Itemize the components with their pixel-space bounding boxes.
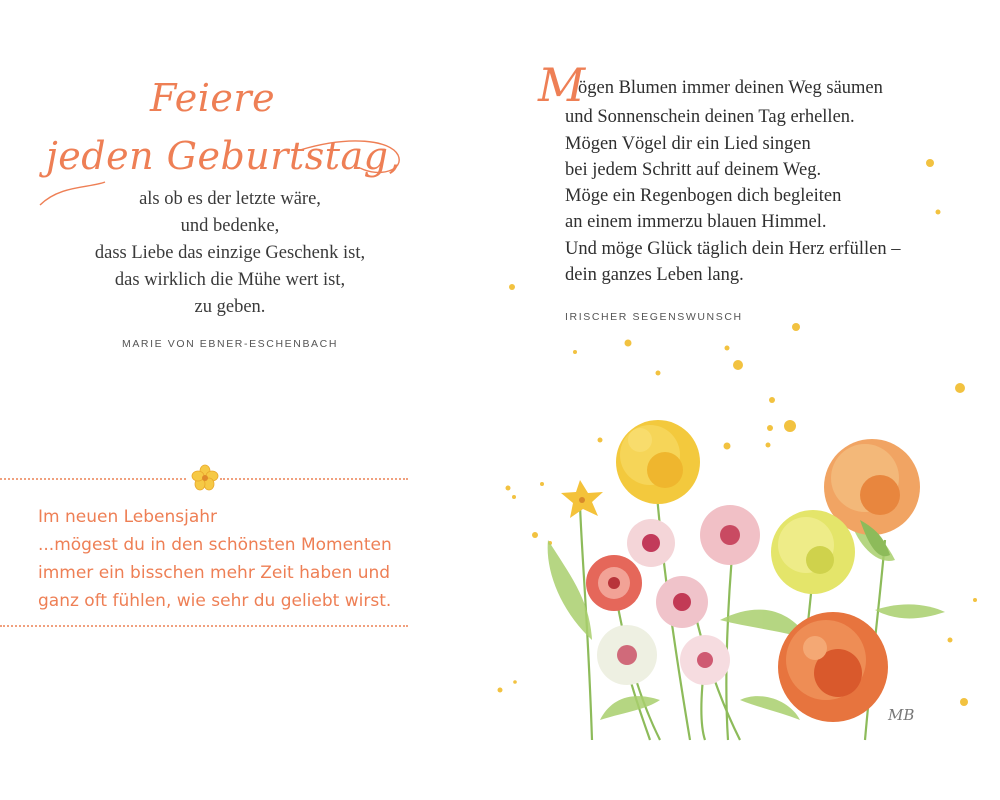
white-carnation-icon (597, 625, 657, 685)
poem-body (565, 104, 900, 288)
wish-text (38, 503, 392, 615)
yellow-carnation-icon (616, 420, 700, 504)
quote-line: zu geben. (194, 297, 266, 317)
wish-line: Im neuen Lebensjahr (38, 507, 218, 527)
quote-author: MARIE VON EBNER-ESCHENBACH (121, 338, 339, 350)
wish-line: ganz oft fühlen, wie sehr du geliebt wirst. (38, 591, 392, 611)
wish-line: immer ein bisschen mehr Zeit haben und (38, 563, 391, 583)
script-heading-line2: jeden Geburtstag, (46, 134, 402, 178)
script-heading-line1: Feiere (150, 76, 276, 120)
poem-line: Mögen Vögel dir ein Lied singen (565, 133, 811, 154)
left-page (0, 0, 440, 800)
quote-line: das wirklich die Mühe wert ist, (114, 270, 346, 290)
lime-carnation-icon (771, 510, 855, 594)
red-carnation-icon (586, 555, 642, 611)
illustrator-signature: MB (888, 706, 915, 724)
poem-line: Und möge Glück täglich dein Herz erfüllen – (565, 238, 901, 259)
small-flower-icon (190, 463, 220, 493)
dotted-divider (0, 625, 408, 627)
quote-line: dass Liebe das einzige Geschenk ist, (94, 243, 366, 263)
poem-line: an einem immerzu blauen Himmel. (565, 212, 827, 233)
poem-line: ögen Blumen immer deinen Weg säumen (578, 78, 883, 98)
poem-source: IRISCHER SEGENSWUNSCH (565, 311, 743, 323)
poem-line: bei jedem Schritt auf deinem Weg. (565, 159, 822, 180)
quote-line: als ob es der letzte wäre, (139, 189, 321, 209)
poem-line: dein ganzes Leben lang. (565, 265, 744, 286)
poem-line: Möge ein Regenbogen dich begleiten (565, 186, 842, 207)
poem-dropcap: M (538, 58, 586, 112)
quote-line: und bedenke, (180, 216, 280, 236)
dotted-divider (0, 478, 186, 480)
small-yellow-flower-icon (561, 480, 603, 518)
dotted-divider (220, 478, 408, 480)
wish-line: ...mögest du in den schönsten Momenten (38, 535, 392, 555)
poem-line: und Sonnenschein deinen Tag erhellen. (565, 107, 855, 128)
orange-red-carnation-icon (778, 612, 888, 722)
quote-body (30, 186, 430, 321)
